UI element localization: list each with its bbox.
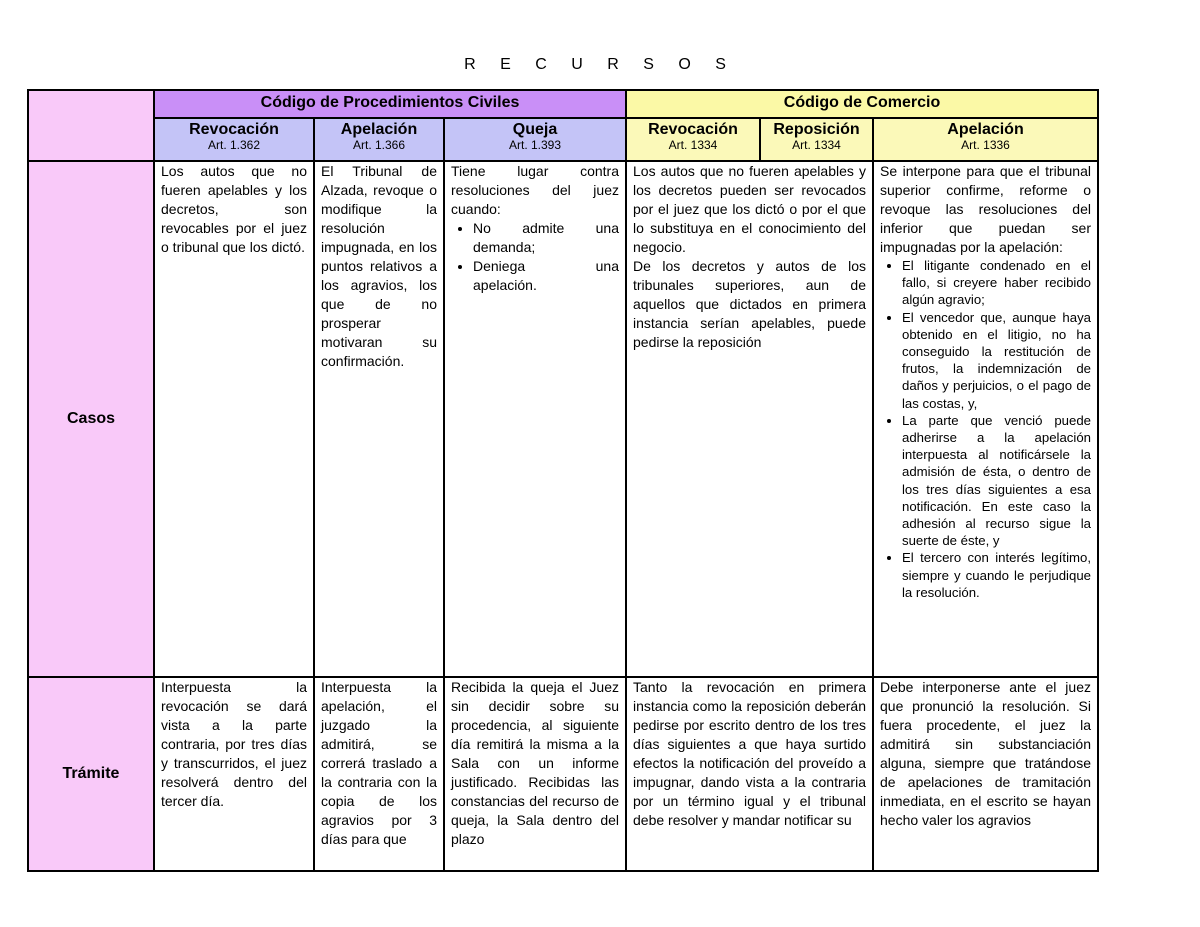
column-name: Reposición [773, 121, 860, 138]
column-header-revocacion-comercio [625, 117, 761, 162]
paragraph: Los autos que no fueren apelables y los decretos pueden ser revocados por el juez que los dictó o por el que lo substituya en el conocimiento del negocio. [633, 163, 866, 255]
tramite-queja: Recibida la queja el Juez sin decidir sobre su procedencia, al siguiente día remitirá la misma a la Sala con un informe justificado. Recibidas las constancias del recurso de queja, la Sala dentro del plazo [443, 676, 627, 872]
casos-apelacion-cpc: El Tribunal de Alzada, revoque o modifique la resolución impugnada, en los puntos relativos a los agravios, los que de no prosperar motivaran su confirmación. [313, 160, 445, 678]
casos-queja [443, 160, 627, 678]
column-article: Art. 1.393 [508, 138, 562, 152]
column-article: Art. 1.362 [207, 138, 261, 152]
casos-apelacion-comercio [872, 160, 1099, 678]
list-item: • El tercero con interés legítimo, siempre y cuando le perjudique la resolución. [902, 549, 1091, 601]
casos-revocacion-cpc: Los autos que no fueren apelables y los decretos, son revocables por el juez o tribunal que los dictó. [153, 160, 315, 678]
row-label-tramite: Trámite [27, 676, 155, 872]
column-name: Apelación [340, 121, 418, 138]
column-article: Art. 1.366 [352, 138, 406, 152]
tramite-revocacion-cpc: Interpuesta la revocación se dará vista a la parte contraria, por tres días y transcurridos, el juez resolverá dentro del tercer día. [153, 676, 315, 872]
corner-cell [27, 89, 155, 162]
tramite-revocacion-reposicion-comercio: Tanto la revocación en primera instancia como la reposición deberán pedirse por escrito dentro de los tres días siguientes a que haya surtido efectos la notificación del proveído a impugnar, dando vista a la contraria por un término igual y el tribunal debe resolver y mandar notificar su [625, 676, 874, 872]
list-item: • No admite una demanda; [473, 219, 619, 257]
row-label-casos: Casos [27, 160, 155, 678]
page-title: R E C U R S O S [464, 56, 736, 73]
column-name: Queja [512, 121, 558, 138]
tramite-apelacion-comercio: Debe interponerse ante el juez que pronunció la resolución. Si fuera procedente, el juez la admitirá sin substanciación alguna, siempre que tratándose de apelaciones de tramitación inmediata, en el escrito se hayan hecho valer los agravios [872, 676, 1099, 872]
column-name: Apelación [947, 121, 1024, 138]
tramite-apelacion-cpc: Interpuesta la apelación, el juzgado la admitirá, se correrá traslado a la contraria con la copia de los agravios por 3 días para que [313, 676, 445, 872]
casos-revocacion-reposicion-comercio [625, 160, 874, 678]
column-header-apelacion-cpc [313, 117, 445, 162]
column-article: Art. 1334 [792, 138, 841, 152]
list-item: • La parte que venció puede adherirse a la apelación interpuesta al notificársele la admisión de ésta, o dentro de los tres días siguientes a esa notificación. En este caso la adhesión al recurso sigue la suerte de éste, y [902, 412, 1091, 550]
paragraph: De los decretos y autos de los tribunales superiores, aun de aquellos que dictados en primera instancia serían apelables, puede pedirse la reposición [633, 258, 866, 350]
column-article: Art. 1334 [668, 138, 718, 152]
list-item: • El litigante condenado en el fallo, si creyere haber recibido algún agravio; [902, 257, 1091, 309]
column-header-apelacion-comercio [872, 117, 1099, 162]
column-header-revocacion-cpc [153, 117, 315, 162]
apelacion-intro: Se interpone para que el tribunal superior confirme, reforme o revoque las resoluciones del inferior que puedan ser impugnadas por la apelación: [880, 163, 1091, 255]
group-header-cpc: Código de Procedimientos Civiles [153, 89, 627, 119]
queja-list [451, 219, 619, 295]
column-header-reposicion [759, 117, 874, 162]
column-header-queja [443, 117, 627, 162]
column-name: Revocación [189, 121, 279, 138]
apelacion-list [880, 257, 1091, 601]
column-article: Art. 1336 [961, 138, 1010, 152]
list-item: • El vencedor que, aunque haya obtenido en el litigio, no ha conseguido la restitución de frutos, la indemnización de daños y perjuicios, o el pago de las costas, y, [902, 309, 1091, 412]
list-item: • Deniega una apelación. [473, 257, 619, 295]
column-name: Revocación [648, 121, 738, 138]
group-header-comercio: Código de Comercio [625, 89, 1099, 119]
queja-intro: Tiene lugar contra resoluciones del juez cuando: [451, 163, 619, 217]
